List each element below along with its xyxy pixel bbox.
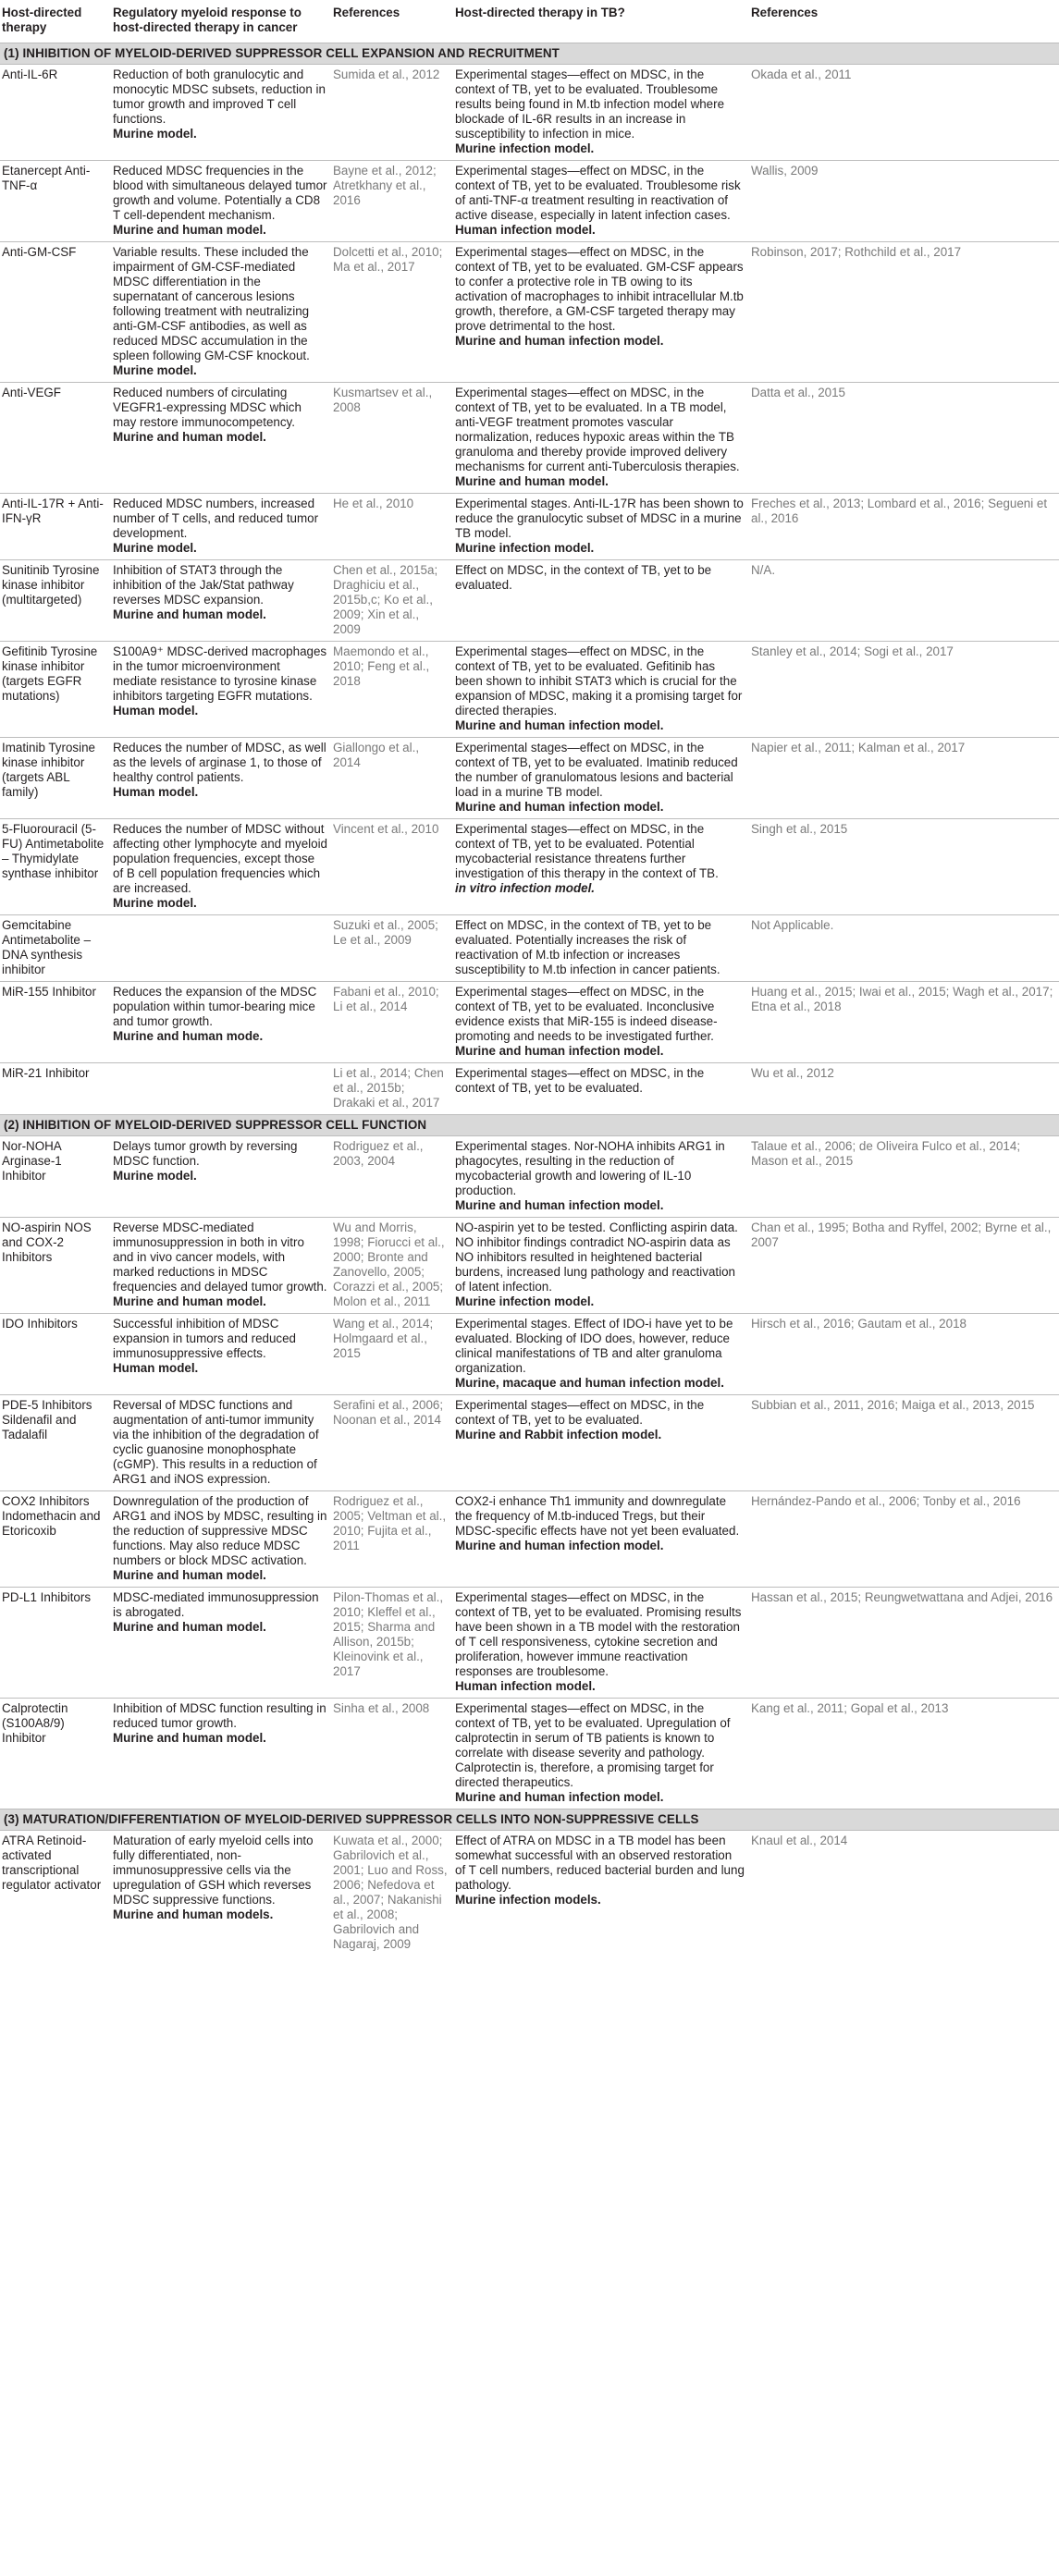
tb-references-cell <box>749 161 1059 242</box>
tb-model-label: Murine infection models. <box>455 1893 601 1907</box>
tb-references-cell-text: Huang et al., 2015; Iwai et al., 2015; Wagh et al., 2017; Etna et al., 2018 <box>751 985 1053 1013</box>
table-row <box>0 1063 1059 1115</box>
cancer-references-cell-text: Fabani et al., 2010; Li et al., 2014 <box>333 985 439 1013</box>
therapy-cell-text: 5-Fluorouracil (5-FU) Antimetabolite – Thymidylate synthase inhibitor <box>2 822 105 880</box>
tb-therapy-cell-text: Experimental stages. Anti-IL-17R has been shown to reduce the granulocytic subset of MDSC in a murine TB model. <box>455 497 744 540</box>
therapy-cell <box>0 819 111 915</box>
tb-therapy-cell-text: Experimental stages—effect on MDSC, in the context of TB, yet to be evaluated. Troublesome results being found in M.tb infection model where blockade of IL-6R results in an increase in susceptibility to infection in mice. <box>455 67 725 141</box>
tb-therapy-cell <box>453 915 749 982</box>
cancer-model-label: Human model. <box>113 704 199 718</box>
therapy-cell <box>0 1314 111 1395</box>
tb-model-label: Murine and human infection model. <box>455 1790 664 1804</box>
cancer-model-label: Murine model. <box>113 363 197 377</box>
cancer-references-cell <box>331 1063 453 1115</box>
cancer-references-cell-text: Vincent et al., 2010 <box>333 822 439 836</box>
tb-references-cell-text: Hirsch et al., 2016; Gautam et al., 2018 <box>751 1317 967 1331</box>
therapy-cell-text: Imatinib Tyrosine kinase inhibitor (targets ABL family) <box>2 741 95 799</box>
table-row <box>0 161 1059 242</box>
therapy-cell-text: Gemcitabine Antimetabolite – DNA synthesis inhibitor <box>2 918 92 976</box>
tb-references-cell-text: Napier et al., 2011; Kalman et al., 2017 <box>751 741 966 754</box>
therapy-cell-text: Etanercept Anti-TNF-α <box>2 164 91 192</box>
cancer-references-cell <box>331 161 453 242</box>
tb-therapy-cell <box>453 65 749 161</box>
tb-references-cell-text: N/A. <box>751 563 776 577</box>
cancer-model-label: Murine model. <box>113 127 197 141</box>
cancer-model-label: Murine model. <box>113 541 197 555</box>
tb-therapy-cell <box>453 1395 749 1491</box>
cancer-references-cell-text: Bayne et al., 2012; Atretkhany et al., 2016 <box>333 164 437 207</box>
section-header-row <box>0 1809 1059 1831</box>
therapy-cell-text: MiR-155 Inhibitor <box>2 985 96 999</box>
cancer-response-cell <box>111 1588 331 1699</box>
cancer-response-cell <box>111 1218 331 1314</box>
tb-references-cell <box>749 1699 1059 1809</box>
cancer-references-cell-text: Dolcetti et al., 2010; Ma et al., 2017 <box>333 245 443 274</box>
tb-therapy-cell <box>453 494 749 560</box>
tb-model-label: Murine and human infection model. <box>455 718 664 732</box>
cancer-response-cell <box>111 1831 331 1957</box>
tb-therapy-cell <box>453 1588 749 1699</box>
cancer-response-cell-text: Reverse MDSC-mediated immunosuppression in both in vitro and in vivo cancer models, with marked reductions in MDSC frequencies and delayed tumor growth. <box>113 1221 327 1294</box>
cancer-response-cell <box>111 560 331 642</box>
tb-model-label: Murine, macaque and human infection model. <box>455 1376 724 1390</box>
header-row <box>0 0 1059 43</box>
cancer-response-cell <box>111 242 331 383</box>
therapy-cell <box>0 1136 111 1218</box>
tb-therapy-cell-text: Experimental stages—effect on MDSC, in the context of TB, yet to be evaluated. Troublesome risk of anti-TNF-α treatment resulting in reactivation of active disease, especially in latent infection cases. <box>455 164 741 222</box>
tb-therapy-cell-text: Experimental stages—effect on MDSC, in the context of TB, yet to be evaluated. Promising results have been shown in a TB model with the restoration of T cell responsiveness, cytokine secretion and proliferation, however immune reactivation responses are troublesome. <box>455 1590 742 1678</box>
tb-references-cell <box>749 642 1059 738</box>
cancer-references-cell <box>331 1314 453 1395</box>
cancer-response-cell-text: Reduced MDSC frequencies in the blood with simultaneous delayed tumor growth and volume. Potentially a CD8 T cell-dependent mechanism. <box>113 164 327 222</box>
tb-therapy-cell <box>453 1831 749 1957</box>
header-therapy: Host-directed therapy <box>2 6 82 34</box>
table-row <box>0 65 1059 161</box>
therapy-cell-text: Anti-IL-6R <box>2 67 58 81</box>
therapy-cell-text: Nor-NOHA Arginase-1 Inhibitor <box>2 1139 62 1183</box>
section-header-row <box>0 43 1059 65</box>
tb-therapy-cell-text: Experimental stages—effect on MDSC, in the context of TB, yet to be evaluated. GM-CSF appears to confer a protective role in TB owing to its activation of macrophages to inhibit intracellular M.tb growth, therefore, a GM-CSF targeted therapy may prove detrimental to the host. <box>455 245 744 333</box>
cancer-response-cell <box>111 1699 331 1809</box>
cancer-model-label: Murine and human model. <box>113 223 266 237</box>
tb-therapy-cell <box>453 1063 749 1115</box>
section-title: (3) MATURATION/DIFFERENTIATION OF MYELOID-DERIVED SUPPRESSOR CELLS INTO NON-SUPPRESSIVE CELLS <box>0 1809 1059 1831</box>
cancer-model-label: Murine and human model. <box>113 1294 266 1308</box>
cancer-references-cell <box>331 1491 453 1588</box>
cancer-response-cell-text: Reduces the number of MDSC without affecting other lymphocyte and myeloid population frequencies, except those of B cell population frequencies which are increased. <box>113 822 327 895</box>
cancer-response-cell-text: Reduced numbers of circulating VEGFR1-expressing MDSC which may restore immunocompetency. <box>113 386 302 429</box>
cancer-references-cell-text: Giallongo et al., 2014 <box>333 741 420 769</box>
cancer-references-cell <box>331 1831 453 1957</box>
tb-model-label: Murine and human infection model. <box>455 800 664 814</box>
tb-therapy-cell <box>453 1699 749 1809</box>
tb-references-cell-text: Subbian et al., 2011, 2016; Maiga et al., 2013, 2015 <box>751 1398 1035 1412</box>
tb-therapy-cell <box>453 738 749 819</box>
therapy-cell <box>0 1063 111 1115</box>
tb-references-cell-text: Stanley et al., 2014; Sogi et al., 2017 <box>751 644 954 658</box>
tb-references-cell <box>749 1588 1059 1699</box>
header-tb-references: References <box>751 6 819 19</box>
tb-references-cell-text: Hernández-Pando et al., 2006; Tonby et al., 2016 <box>751 1494 1021 1508</box>
section-title: (1) INHIBITION OF MYELOID-DERIVED SUPPRESSOR CELL EXPANSION AND RECRUITMENT <box>0 43 1059 65</box>
table-row <box>0 642 1059 738</box>
tb-therapy-cell <box>453 242 749 383</box>
cancer-response-cell <box>111 1395 331 1491</box>
tb-model-label: Murine infection model. <box>455 1294 595 1308</box>
cancer-references-cell-text: Sinha et al., 2008 <box>333 1701 430 1715</box>
cancer-references-cell-text: Pilon-Thomas et al., 2010; Kleffel et al., 2015; Sharma and Allison, 2015b; Kleinovink et al., 2017 <box>333 1590 444 1678</box>
cancer-response-cell-text: S100A9⁺ MDSC-derived macrophages in the tumor microenvironment mediate resistance to tyrosine kinase inhibitors targeting EGFR mutations. <box>113 644 327 703</box>
table-row <box>0 1831 1059 1957</box>
cancer-model-label: Murine model. <box>113 896 197 910</box>
cancer-model-label: Human model. <box>113 785 199 799</box>
table-row <box>0 383 1059 494</box>
table-row <box>0 1136 1059 1218</box>
cancer-response-cell <box>111 65 331 161</box>
tb-model-label: Murine and human model. <box>455 474 609 488</box>
cancer-model-label: Murine and human model. <box>113 607 266 621</box>
therapy-cell <box>0 383 111 494</box>
cancer-references-cell-text: Kusmartsev et al., 2008 <box>333 386 433 414</box>
cancer-model-label: Human model. <box>113 1361 199 1375</box>
section-title: (2) INHIBITION OF MYELOID-DERIVED SUPPRESSOR CELL FUNCTION <box>0 1115 1059 1136</box>
cancer-references-cell-text: Sumida et al., 2012 <box>333 67 440 81</box>
tb-references-cell <box>749 494 1059 560</box>
therapy-cell-text: Anti-VEGF <box>2 386 61 399</box>
table-body <box>0 43 1059 1957</box>
therapy-cell-text: PD-L1 Inhibitors <box>2 1590 92 1604</box>
cancer-response-cell-text: Downregulation of the production of ARG1 and iNOS by MDSC, resulting in the reduction of suppressive MDSC functions. May also reduce MDSC numbers or block MDSC activation. <box>113 1494 327 1567</box>
tb-references-cell-text: Wallis, 2009 <box>751 164 819 178</box>
tb-references-cell-text: Datta et al., 2015 <box>751 386 845 399</box>
cancer-references-cell <box>331 982 453 1063</box>
therapy-cell <box>0 1218 111 1314</box>
cancer-response-cell <box>111 494 331 560</box>
therapy-cell <box>0 161 111 242</box>
tb-therapy-cell-text: Effect on MDSC, in the context of TB, yet to be evaluated. <box>455 563 712 592</box>
cancer-references-cell-text: Wang et al., 2014; Holmgaard et al., 2015 <box>333 1317 434 1360</box>
cancer-response-cell <box>111 161 331 242</box>
tb-therapy-cell <box>453 982 749 1063</box>
tb-therapy-cell <box>453 560 749 642</box>
tb-therapy-cell-text: Experimental stages—effect on MDSC, in the context of TB, yet to be evaluated. Upregulation of calprotectin in serum of TB patients is known to correlate with disease severity and pathology. Calprotectin is, therefore, a promising target for directed therapeutics. <box>455 1701 731 1789</box>
cancer-references-cell <box>331 560 453 642</box>
tb-references-cell <box>749 1831 1059 1957</box>
tb-therapy-cell-text: Experimental stages—effect on MDSC, in the context of TB, yet to be evaluated. Inconclusive evidence exists that MiR-155 is indeed disease-promoting and needs to be investigated further. <box>455 985 718 1043</box>
therapy-cell <box>0 1699 111 1809</box>
table-row <box>0 1314 1059 1395</box>
tb-therapy-cell-text: NO-aspirin yet to be tested. Conflicting aspirin data. NO inhibitor findings contradict NO-aspirin data as NO inhibitors resulted in heightened bacterial burdens, increased lung pathology and reactivation of latent infection. <box>455 1221 738 1294</box>
therapy-cell <box>0 982 111 1063</box>
tb-therapy-cell-text: Effect on MDSC, in the context of TB, yet to be evaluated. Potentially increases the risk of reactivation of M.tb infection or increases susceptibility to M.tb infection in cancer patients. <box>455 918 720 976</box>
tb-references-cell-text: Freches et al., 2013; Lombard et al., 2016; Segueni et al., 2016 <box>751 497 1048 525</box>
section-header-row <box>0 1115 1059 1136</box>
therapy-cell <box>0 1491 111 1588</box>
cancer-response-cell <box>111 383 331 494</box>
cancer-response-cell-text: Inhibition of MDSC function resulting in reduced tumor growth. <box>113 1701 326 1730</box>
cancer-response-cell <box>111 819 331 915</box>
tb-model-label: Murine infection model. <box>455 141 595 155</box>
cancer-references-cell <box>331 242 453 383</box>
cancer-references-cell <box>331 1588 453 1699</box>
therapy-cell-text: Anti-IL-17R + Anti-IFN-γR <box>2 497 104 525</box>
tb-references-cell <box>749 560 1059 642</box>
cancer-references-cell <box>331 1395 453 1491</box>
table-row <box>0 1395 1059 1491</box>
tb-model-label: Murine and human infection model. <box>455 334 664 348</box>
tb-references-cell <box>749 1314 1059 1395</box>
cancer-references-cell-text: Suzuki et al., 2005; Le et al., 2009 <box>333 918 438 947</box>
tb-model-label: Murine and Rabbit infection model. <box>455 1428 662 1441</box>
cancer-response-cell <box>111 915 331 982</box>
cancer-response-cell <box>111 1491 331 1588</box>
cancer-response-cell-text: Inhibition of STAT3 through the inhibition of the Jak/Stat pathway reverses MDSC expansion. <box>113 563 294 607</box>
table-row <box>0 242 1059 383</box>
cancer-model-label: Murine and human model. <box>113 1568 266 1582</box>
tb-model-label: Human infection model. <box>455 1679 596 1693</box>
cancer-model-label: Murine model. <box>113 1169 197 1183</box>
cancer-references-cell <box>331 819 453 915</box>
cancer-response-cell-text: Delays tumor growth by reversing MDSC function. <box>113 1139 298 1168</box>
therapy-cell-text: ATRA Retinoid-activated transcriptional regulator activator <box>2 1834 102 1892</box>
table-row <box>0 494 1059 560</box>
tb-therapy-cell <box>453 383 749 494</box>
tb-therapy-cell-text: Experimental stages—effect on MDSC, in the context of TB, yet to be evaluated. Potential mycobacterial resistance threatens further investigation of this therapy in the context of TB. <box>455 822 719 880</box>
cancer-response-cell-text: Reduces the number of MDSC, as well as the levels of arginase 1, to those of healthy control patients. <box>113 741 326 784</box>
header-cancer-references: References <box>333 6 400 19</box>
table-row <box>0 915 1059 982</box>
tb-therapy-cell <box>453 819 749 915</box>
tb-references-cell-text: Wu et al., 2012 <box>751 1066 834 1080</box>
cancer-response-cell <box>111 1136 331 1218</box>
therapy-cell-text: PDE-5 Inhibitors Sildenafil and Tadalafil <box>2 1398 92 1441</box>
tb-therapy-cell <box>453 1314 749 1395</box>
tb-model-label: Human infection model. <box>455 223 596 237</box>
tb-references-cell-text: Knaul et al., 2014 <box>751 1834 848 1847</box>
tb-references-cell-text: Singh et al., 2015 <box>751 822 848 836</box>
cancer-references-cell-text: Wu and Morris, 1998; Fiorucci et al., 2000; Bronte and Zanovello, 2005; Corazzi et al., 2005; Molon et al., 2011 <box>333 1221 445 1308</box>
tb-therapy-cell-text: COX2-i enhance Th1 immunity and downregulate the frequency of M.tb-induced Tregs, but their MDSC-specific effects have not yet been evaluated. <box>455 1494 740 1538</box>
tb-references-cell <box>749 819 1059 915</box>
cancer-response-cell <box>111 642 331 738</box>
cancer-references-cell <box>331 1699 453 1809</box>
tb-therapy-cell-text: Experimental stages—effect on MDSC, in the context of TB, yet to be evaluated. <box>455 1398 705 1427</box>
therapy-cell <box>0 1588 111 1699</box>
header-tb-therapy: Host-directed therapy in TB? <box>455 6 625 19</box>
tb-references-cell-text: Talaue et al., 2006; de Oliveira Fulco et al., 2014; Mason et al., 2015 <box>751 1139 1021 1168</box>
table-row <box>0 982 1059 1063</box>
table-row <box>0 819 1059 915</box>
cancer-references-cell-text: Chen et al., 2015a; Draghiciu et al., 2015b,c; Ko et al., 2009; Xin et al., 2009 <box>333 563 438 636</box>
cancer-response-cell <box>111 1314 331 1395</box>
cancer-response-cell-text: Reduces the expansion of the MDSC population within tumor-bearing mice and tumor growth. <box>113 985 317 1028</box>
table-row <box>0 1491 1059 1588</box>
tb-therapy-cell-text: Experimental stages—effect on MDSC, in the context of TB, yet to be evaluated. In a TB model, anti-VEGF treatment promotes vascular normalization, reduces hypoxic areas within the TB granuloma and thereby provide improved delivery mechanisms for current anti-Tuberculosis therapies. <box>455 386 740 473</box>
tb-model-label: Murine infection model. <box>455 541 595 555</box>
cancer-references-cell-text: He et al., 2010 <box>333 497 414 510</box>
tb-references-cell-text: Chan et al., 1995; Botha and Ryffel, 2002; Byrne et al., 2007 <box>751 1221 1052 1249</box>
cancer-references-cell-text: Maemondo et al., 2010; Feng et al., 2018 <box>333 644 430 688</box>
tb-therapy-cell <box>453 1491 749 1588</box>
cancer-references-cell <box>331 65 453 161</box>
cancer-references-cell <box>331 1136 453 1218</box>
cancer-references-cell <box>331 642 453 738</box>
therapy-cell <box>0 560 111 642</box>
cancer-references-cell-text: Rodriguez et al., 2003, 2004 <box>333 1139 424 1168</box>
tb-references-cell <box>749 1395 1059 1491</box>
tb-references-cell-text: Okada et al., 2011 <box>751 67 852 81</box>
table-row <box>0 560 1059 642</box>
cancer-model-label: Murine and human models. <box>113 1907 274 1921</box>
therapy-cell-text: MiR-21 Inhibitor <box>2 1066 90 1080</box>
cancer-response-cell-text: Variable results. These included the impairment of GM-CSF-mediated MDSC differentiation in the supernatant of cancerous lesions following treatment with neutralizing anti-GM-CSF antibodies, as well as reduced MDSC accumulation in the spleen following GM-CSF knockout. <box>113 245 310 362</box>
tb-references-cell <box>749 982 1059 1063</box>
cancer-references-cell-text: Rodriguez et al., 2005; Veltman et al., 2010; Fujita et al., 2011 <box>333 1494 447 1552</box>
tb-therapy-cell-text: Effect of ATRA on MDSC in a TB model has been somewhat successful with an observed restoration of T cell numbers, reduced bacterial burden and lung pathology. <box>455 1834 745 1892</box>
tb-references-cell <box>749 738 1059 819</box>
cancer-references-cell <box>331 383 453 494</box>
cancer-response-cell-text: Maturation of early myeloid cells into fully differentiated, non-immunosuppressive cells via the upregulation of GSH which reverses MDSC suppressive functions. <box>113 1834 314 1907</box>
tb-references-cell <box>749 65 1059 161</box>
tb-references-cell <box>749 915 1059 982</box>
cancer-references-cell <box>331 915 453 982</box>
therapy-cell-text: Calprotectin (S100A8/9) Inhibitor <box>2 1701 68 1745</box>
therapy-cell <box>0 642 111 738</box>
tb-therapy-cell <box>453 1136 749 1218</box>
tb-model-label: Murine and human infection model. <box>455 1198 664 1212</box>
cancer-response-cell <box>111 982 331 1063</box>
therapy-cell <box>0 738 111 819</box>
cancer-references-cell-text: Serafini et al., 2006; Noonan et al., 2014 <box>333 1398 444 1427</box>
tb-therapy-cell <box>453 161 749 242</box>
cancer-model-label: Murine and human model. <box>113 1731 266 1745</box>
tb-references-cell-text: Robinson, 2017; Rothchild et al., 2017 <box>751 245 962 259</box>
cancer-response-cell <box>111 738 331 819</box>
cancer-model-label: Murine and human model. <box>113 1620 266 1634</box>
tb-model-label: Murine and human infection model. <box>455 1539 664 1552</box>
tb-references-cell <box>749 1218 1059 1314</box>
tb-references-cell <box>749 1491 1059 1588</box>
cancer-response-cell-text: Successful inhibition of MDSC expansion in tumors and reduced immunosuppressive effects. <box>113 1317 297 1360</box>
therapy-cell <box>0 1395 111 1491</box>
tb-therapy-cell-text: Experimental stages—effect on MDSC, in the context of TB, yet to be evaluated. Imatinib reduced the number of granulomatous lesions and bacterial load in a murine TB model. <box>455 741 738 799</box>
cancer-references-cell <box>331 1218 453 1314</box>
therapy-cell-text: COX2 Inhibitors Indomethacin and Etoricoxib <box>2 1494 101 1538</box>
header-cancer-response: Regulatory myeloid response to host-directed therapy in cancer <box>113 6 302 34</box>
tb-therapy-cell-text: Experimental stages. Effect of IDO-i have yet to be evaluated. Blocking of IDO does, however, reduce clinical manifestations of TB and alter granuloma organization. <box>455 1317 733 1375</box>
cancer-response-cell-text: MDSC-mediated immunosuppression is abrogated. <box>113 1590 319 1619</box>
tb-references-cell <box>749 242 1059 383</box>
tb-therapy-cell-text: Experimental stages—effect on MDSC, in the context of TB, yet to be evaluated. Gefitinib has been shown to inhibit STAT3 which is crucial for the expansion of MDSC, making it a promising target for directed therapies. <box>455 644 743 718</box>
therapy-cell <box>0 915 111 982</box>
cancer-references-cell-text: Kuwata et al., 2000; Gabrilovich et al., 2001; Luo and Ross, 2006; Nefedova et al., 2007; Nakanishi et al., 2008; Gabrilovich and Nagaraj, 2009 <box>333 1834 448 1951</box>
cancer-response-cell-text: Reduction of both granulocytic and monocytic MDSC subsets, reduction in tumor growth and improved T cell functions. <box>113 67 326 126</box>
tb-therapy-cell-text: Experimental stages. Nor-NOHA inhibits ARG1 in phagocytes, resulting in the reduction of mycobacterial growth and lowering of IL-10 production. <box>455 1139 725 1197</box>
tb-model-label: Murine and human infection model. <box>455 1044 664 1058</box>
therapy-cell-text: Gefitinib Tyrosine kinase inhibitor (targets EGFR mutations) <box>2 644 98 703</box>
cancer-references-cell <box>331 494 453 560</box>
therapy-cell <box>0 65 111 161</box>
cancer-model-label: Murine and human model. <box>113 430 266 444</box>
tb-therapy-cell <box>453 1218 749 1314</box>
tb-references-cell <box>749 1063 1059 1115</box>
cancer-model-label: Murine and human mode. <box>113 1029 264 1043</box>
table-row <box>0 1218 1059 1314</box>
cancer-response-cell <box>111 1063 331 1115</box>
table-row <box>0 1699 1059 1809</box>
therapy-cell <box>0 494 111 560</box>
tb-references-cell-text: Not Applicable. <box>751 918 834 932</box>
cancer-response-cell-text: Reduced MDSC numbers, increased number of T cells, and reduced tumor development. <box>113 497 319 540</box>
tb-references-cell-text: Hassan et al., 2015; Reungwetwattana and Adjei, 2016 <box>751 1590 1053 1604</box>
therapy-cell-text: Sunitinib Tyrosine kinase inhibitor (multitargeted) <box>2 563 100 607</box>
cancer-response-cell-text: Reversal of MDSC functions and augmentation of anti-tumor immunity via the inhibition of the degradation of cyclic guanosine monophosphate (cGMP). This results in a reduction of ARG1 and iNOS expression. <box>113 1398 319 1486</box>
tb-therapy-cell-text: Experimental stages—effect on MDSC, in the context of TB, yet to be evaluated. <box>455 1066 705 1095</box>
therapy-cell-text: NO-aspirin NOS and COX-2 Inhibitors <box>2 1221 92 1264</box>
cancer-references-cell <box>331 738 453 819</box>
tb-references-cell-text: Kang et al., 2011; Gopal et al., 2013 <box>751 1701 949 1715</box>
tb-references-cell <box>749 383 1059 494</box>
table-row <box>0 738 1059 819</box>
therapy-cell-text: IDO Inhibitors <box>2 1317 78 1331</box>
table-row <box>0 1588 1059 1699</box>
tb-references-cell <box>749 1136 1059 1218</box>
therapy-cell <box>0 1831 111 1957</box>
cancer-references-cell-text: Li et al., 2014; Chen et al., 2015b; Drakaki et al., 2017 <box>333 1066 444 1110</box>
therapy-cell-text: Anti-GM-CSF <box>2 245 77 259</box>
tb-model-label: in vitro infection model. <box>455 881 596 895</box>
therapy-cell <box>0 242 111 383</box>
tb-therapy-cell <box>453 642 749 738</box>
